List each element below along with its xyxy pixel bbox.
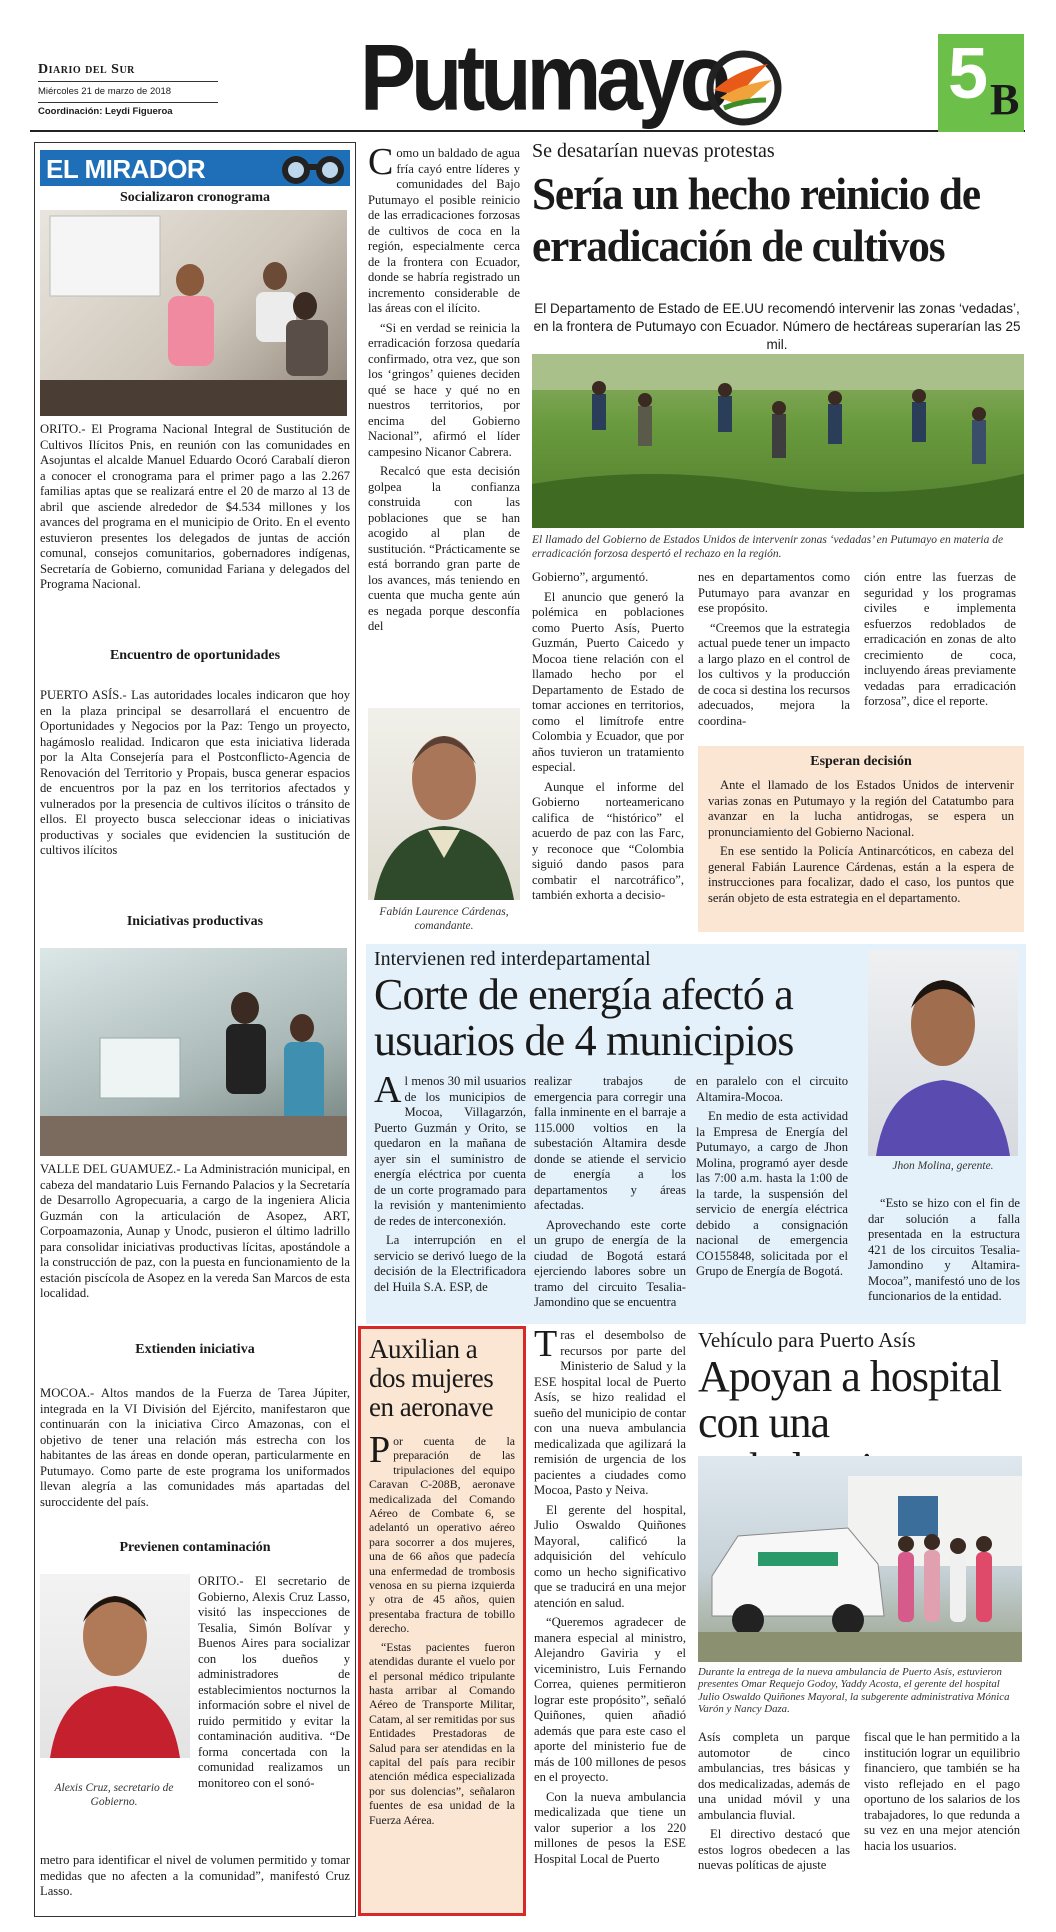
paper-name: Diario del Sur (38, 62, 135, 77)
page-number-badge (938, 34, 1024, 132)
el-mirador-banner (40, 150, 350, 186)
main-col2: Gobierno”, argumentó. El anuncio que generó la polémica en poblaciones como Puerto Asís, Puerto Guzmán, Puerto Caicedo y Mocoa tiene relación con el llamado hecho por el Departamento de Estado de tomar acciones en territorios, como el limítrofe entre Colombia y Ecuador, que por años tuvieron un tratamiento especial. Aunque el informe del Gobierno norteamericano califica de “histórico” el acuerdo de paz con las Farc, y reconoce que “Colombia siguió dando pasos para combatir el narcotráfico”, también exhorta a decisio- (532, 570, 684, 902)
main-deck: El Departamento de Estado de EE.UU recomendó intervenir las zonas ‘vedadas’, en la frontera de Putumayo con Ecuador. Número de hectáreas superarían las 25 mil. (533, 301, 1021, 352)
hospital-col-c: fiscal que le han permitido a la institución lograr un equilibrio financiero, que también se ha visto reflejado en el pago oportuno de los salarios de los trabajadores, lo que redunda a su vez en una mejor atención hacia los usuarios. (864, 1730, 1020, 1853)
energy-kicker: Intervienen red interdepartamental (374, 948, 651, 970)
page-letter: B (990, 75, 1020, 124)
alexis-cruz-caption: Alexis Cruz, secretario de Gobierno. (54, 1782, 174, 1808)
ambulance-caption: Durante la entrega de la nueva ambulancia de Puerto Asís, estuvieron presentes Omar Requejo Godoy, Yaddy Acosta, el gerente del hospital Julio Oswaldo Quiñones Mayoral, la subgerente administrativa Mónica Varón y Nancy Daza. (698, 1666, 1010, 1716)
mirador-s3-title: Iniciativas productivas (126, 914, 264, 929)
energy-headline: Corte de energía afectó a usuarios de 4 municipios (374, 970, 794, 1065)
main-headline: Sería un hecho reinicio de erradicación de cultivos (532, 168, 980, 271)
esperan-decision-title: Esperan decisión (810, 754, 912, 769)
alexis-cruz-photo (40, 1574, 190, 1758)
ambulance-photo (698, 1456, 1022, 1662)
main-col4: ción entre las fuerzas de seguridad y los programas civiles e implementa esfuerzos redoblados de erradicación en zonas de alto crecimiento de coca, incluyendo áreas previamente vedadas para erradicación forzosa”, dice el reporte. (864, 570, 1016, 708)
bird-of-paradise-logo (706, 50, 782, 126)
hospital-col-a: Tras el desembolso de recursos por parte del Ministerio de Salud y la ESE hospital local de Puerto Asís, se hizo realidad el sueño del municipio de contar con una nueva ambulancia medicalizada que agilizará la remisión de urgencia de los pacientes a ciudades como Mocoa, Pasto y Neiva. El gerente del hospital, Julio Oswaldo Quiñones Mayoral, calificó la adquisición del vehículo como un hecho significativo que se traducirá en una mejor atención en salud. “Queremos agradecer de manera especial al ministro, Alejandro Gaviria y el viceministro, Luis Fernando Correa, quienes permitieron lograr este propósito”, señaló Quiñones, quien añadió además que para este caso el aporte del ministerio fue de más de 100 millones de pesos en el proyecto. Con la nueva ambulancia medicalizada que tiene un valor superior a los 220 millones de pesos la ESE Hospital Local de Puerto (534, 1323, 686, 1866)
hospital-headline: Apoyan a hospital con una (698, 1352, 1002, 1447)
section-title: Putumayo (360, 24, 727, 130)
el-mirador-title: EL MIRADOR (46, 154, 206, 184)
main-kicker: Se desatarían nuevas protestas (532, 140, 775, 162)
energy-col3: en paralelo con el circuito Altamira-Mocoa. En medio de esta actividad la Empresa de Energía del Putumayo, a cargo de Jhon Molina, programó ayer desde las 7:00 a.m. hasta la 1:00 de la tarde, la suspensión del servicio de energía eléctrica debido a consignación nacional de emergencia CO155848, solicitada por el Grupo de Energía de Bogotá. (696, 1074, 848, 1278)
coordination-credit: Coordinación: Leydi Figueroa (38, 106, 173, 117)
hospital-kicker: Vehículo para Puerto Asís (698, 1328, 916, 1352)
header-rule (30, 130, 1025, 132)
mirador-s4-text: MOCOA.- Altos mandos de la Fuerza de Tarea Júpiter, integrada en la VI División del Ejército, manifestaron que continuarán con la iniciativa Circo Amazonas, con el objetivo de tener una relación más estrecha con los habitantes de las áreas en donde operan, particularmente en Putumayo. Como parte de este programa los uniformados llevan alegría a las comunidades más apartadas del suroccidente del país. (40, 1386, 350, 1509)
mirador-s5-text-b: metro para identificar el nivel de volumen permitido y tomar medidas que no afecten a la comunidad”, manifestó Cruz Lasso. (40, 1853, 350, 1898)
hospital-col-b: Asís completa un parque automotor de cinco ambulancias, tres básicas y dos medicalizadas, además de una unidad móvil y una ambulancia fluvial. El directivo destacó que estos logros obedecen a las nuevas políticas de ajuste (698, 1730, 850, 1872)
esperan-decision-box: Esperan decisión Ante el llamado de los Estados Unidos de intervenir varias zonas en Putumayo y la región del Catatumbo para avanzar en la lucha antidrogas, se espera un pronunciamiento del Gobierno Nacional. En ese sentido la Policía Antinarcóticos, en cabeza del general Fabián Laurence Cárdenas, están a la espera de instrucciones para focalizar, dado el caso, los puntos que serán objeto de esta estrategia en el departamento. (698, 746, 1024, 932)
mirador-s3-text: VALLE DEL GUAMUEZ.- La Administración municipal, en cabeza del mandatario Luis Fernando Palacios y la Secretaría de Desarrollo Agropecuaria, a cargo de la ingeniera Alicia Guzmán con la articulación de Asopez, ART, Corpoamazonia, Aunap y Unodc, pusieron el último ladrillo para consolidar iniciativas productivas lícitas, apostándole a la construcción de paz, con la puesta en funcionamiento de la estación piscícola de Asopez en la vereda San Marcos de esta localidad. (40, 1162, 350, 1300)
masthead-left (38, 62, 218, 117)
erradication-field-photo (532, 354, 1024, 528)
fabian-cardenas-caption: Fabián Laurence Cárdenas, comandante. (379, 906, 509, 932)
mirador-s4-title: Extienden iniciativa (135, 1342, 255, 1357)
mirador-s1-text: ORITO.- El Programa Nacional Integral de Sustitución de Cultivos Ilícitos Pnis, en reunión con las comunidades en Asojuntas el alcalde Manuel Eduardo Ocoró Carabalí dieron a conocer el cronograma para el primer pago a las 2.267 familias aptas que se realizará entre el 20 de marzo al 13 de abril que asciende alrededor de $4.534 millones y los avances del programa en el municipio de Orito. En el evento estuvieron presentes los delegados de juntas de acción comunal, consejos comunitarios, gobernadores indígenas, Secretaría de Gobierno, comunidad Fariana y delegados del Programa Nacional. (40, 422, 350, 591)
energy-col2: realizar trabajos de emergencia para corregir una falla inminente en el barraje a 115.000 voltios en la subestación Altamira desde donde se atiende el servicio de energía a los departamentos y áreas afectadas. Aprovechando este corte un grupo de energía de la ciudad de Bogotá estará ejerciendo labores sobre un tramo del circuito Tesalia-Jamondino que se encuentra (534, 1074, 686, 1309)
jhon-molina-photo (868, 950, 1018, 1156)
fish-station-photo (40, 948, 347, 1156)
cronograma-meeting-photo (40, 210, 347, 416)
mirador-s2-title: Encuentro de oportunidades (109, 648, 281, 663)
erradication-photo-caption: El llamado del Gobierno de Estados Unidos de intervenir zonas ‘vedadas’ en Putumayo en materia de erradicación forzosa despertó el rechazo en la región. (532, 534, 1004, 560)
mirador-s5-text-a: ORITO.- El secretario de Gobierno, Alexis Cruz Lasso, visitó las inspecciones de Tesalia, Simón Bolívar y Buenos Aires para socializar con los dueños y administradores de establecimientos nocturnos la información sobre el nivel de ruido permitido y evitar la contaminación auditiva. “De forma concertada con la comunidad realizamos un monitoreo con el sonó- (198, 1574, 350, 1790)
jhon-molina-caption: Jhon Molina, gerente. (892, 1160, 994, 1172)
page-number: 5 (948, 34, 989, 114)
fabian-cardenas-photo (368, 708, 520, 900)
binoculars-icon (278, 152, 350, 186)
issue-date: Miércoles 21 de marzo de 2018 (38, 86, 172, 97)
auxilian-box: Auxilian a dos mujeres en aeronave Por cuenta de la preparación de las tripulaciones del equipo Caravan C-208B, aeronave medicalizada del Comando Aéreo de Combate 6, se adelantó un operativo aéreo para socorrer a dos mujeres, una de 66 años que padecía una enfermedad de trombosis venosa en su pierna izquierda y otra de 45 años, quien presentaba fractura de tobillo derecho. “Estas pacientes fueron atendidas durante el vuelo por el personal médico tripulante hasta arribar al Comando Aéreo de Transporte Militar, Catam, al ser remitidas por sus Entidades Prestadoras de Salud para ser atendidas en la capital del país para recibir atención médica especializada por sus dolencias”, señalaron fuentes de esa unidad de la Fuerza Aérea. (358, 1326, 526, 1916)
main-col1: Como un baldado de agua fría cayó entre líderes y comunidades del Bajo Putumayo el posible reinicio de las erradicaciones forzosas de cultivos de coca en la región, especialmente cerca de la frontera con Ecuador, donde se habría registrado un incremento considerable de las áreas con el ilícito. “Si en verdad se reinicia la erradicación forzosa quedaría confirmado, otra vez, que son los ‘gringos’ quienes deciden qué se hace y qué no en nuestros territorios, por encima del Gobierno Nacional”, afirmó el líder campesino Nicanor Cabrera. Recalcó que esta decisión golpea la confianza construida con las poblaciones que se han acogido al plan de sustitución. “Prácticamente se está borrando gran parte de los avances, más teniendo en cuenta que mucha gente aún es negada porque desconfía del (368, 141, 520, 633)
auxilian-headline: Auxilian a dos mujeres en aeronave (369, 1334, 494, 1422)
mirador-s1-title: Socializaron cronograma (120, 190, 270, 205)
main-col3: nes en departamentos como Putumayo para avanzar en ese propósito. “Creemos que la estrategia actual puede tener un impacto a largo plazo en el control de los cultivos y la producción de coca si destina los recursos adecuados, mejora la coordina- (698, 570, 850, 728)
mirador-s5-title: Previenen contaminación (119, 1540, 271, 1555)
energy-col1: Al menos 30 mil usuarios de los municipios de Mocoa, Villagarzón, Puerto Guzmán y Orito, se quedaron en la mañana de ayer sin el suministro de energía eléctrica por cuenta de un corte programado para la revisión y mantenimiento de redes de interconexión. La interrupción en el servicio se derivó luego de la decisión de la Electrificadora del Huila S.A. ESP, de (374, 1069, 526, 1294)
energy-col4: “Esto se hizo con el fin de dar solución a falla presentada en la estructura 421 de los circuitos Tesalia-Jamondino y Altamira-Mocoa”, manifestó uno de los funcionarios de la entidad. (868, 1196, 1020, 1303)
mirador-s2-text: PUERTO ASÍS.- Las autoridades locales indicaron que hoy en la plaza principal se desarrollará el encuentro de Oportunidades y Negocios por la Paz: Tengo un proyecto, hagámoslo realidad. Indicaron que esta iniciativa liderada por la Alta Consejería para el Postconflicto-Agencia de Renovación del Territorio y Propais, busca generar espacios de encuentros por la paz en los territorios afectados y vulnerados por la presencia de cultivos ilícitos o tránsito de ellos. El proyecto busca seleccionar ideas o iniciativas productivas y sociales que evidencien la sustitución de cultivos ilícitos (40, 688, 350, 857)
